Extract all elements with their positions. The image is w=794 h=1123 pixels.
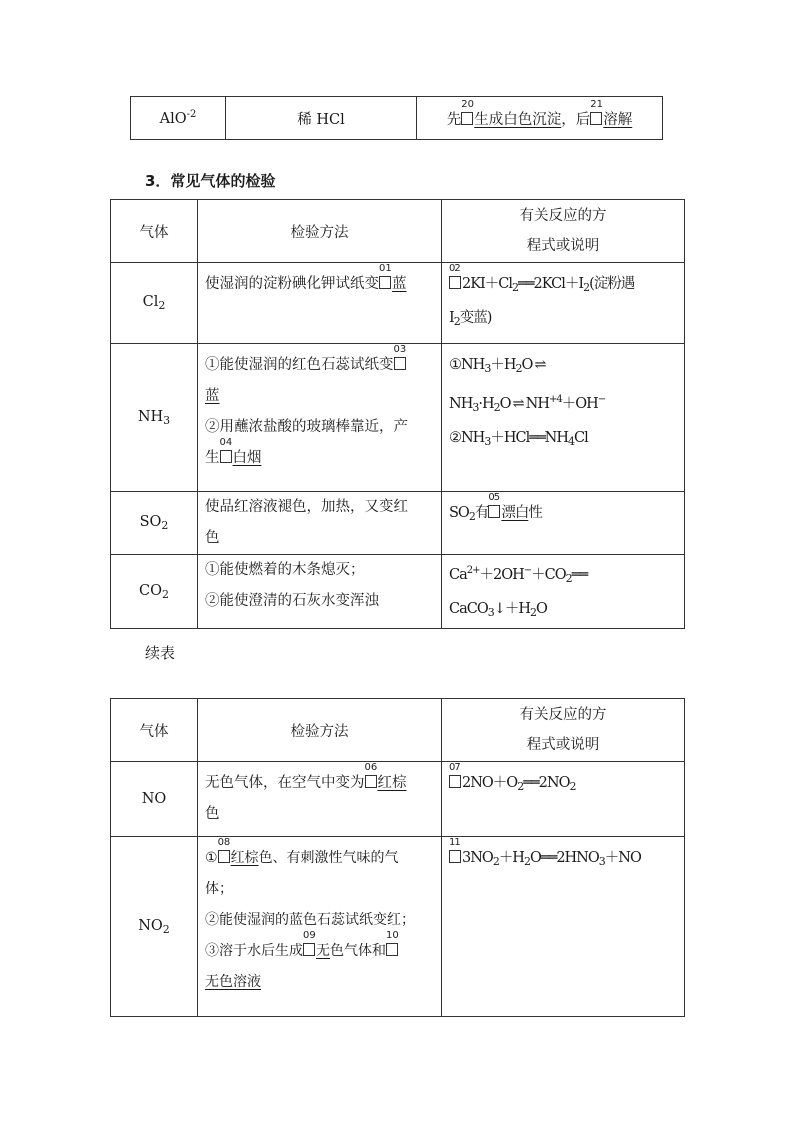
text: CaCO	[449, 601, 488, 617]
ion-test-table-fragment	[130, 96, 663, 140]
subscript: 2	[515, 362, 522, 375]
header-reaction	[442, 699, 685, 762]
subscript: 2	[468, 510, 475, 523]
reversible-arrow-icon: ⇌	[534, 357, 546, 373]
answer-text: 无色溶液	[205, 974, 261, 990]
gas-formula: NH	[137, 408, 164, 425]
text: ＋CO	[531, 567, 566, 583]
text: ══	[571, 567, 588, 583]
header-text: 检验方法	[290, 224, 349, 241]
text: ＋2OH	[479, 567, 524, 583]
subscript: 2	[492, 855, 499, 868]
text: 色	[205, 530, 220, 546]
subscript: 3	[484, 435, 491, 448]
header-method	[198, 699, 442, 762]
text: ②用蘸浓盐酸的玻璃棒靠近，产	[205, 419, 408, 435]
text: (淀粉遇	[589, 276, 635, 292]
text: ①能使燃着的木条熄灭；	[205, 562, 365, 578]
text: 无色气体，在空气中变为	[205, 775, 365, 791]
answer-text: 蓝	[392, 276, 407, 292]
reaction-cell	[442, 263, 685, 344]
reaction-cell	[442, 837, 685, 1017]
text: 色	[205, 806, 220, 822]
blank-number: 05	[488, 492, 500, 503]
method-cell	[198, 762, 442, 837]
gas-formula: Cl	[142, 294, 159, 310]
ion-charge: -2	[186, 109, 197, 120]
superscript: −	[597, 394, 606, 405]
answer-text: 蓝	[205, 388, 220, 404]
gas-formula: CO	[139, 582, 162, 599]
superscript: +4	[549, 394, 562, 405]
subscript: 3	[598, 855, 605, 868]
answer-blank-box	[219, 437, 233, 463]
blank-number: 09	[303, 930, 316, 941]
answer-blank-box	[461, 98, 474, 125]
text: Cl	[574, 430, 588, 446]
answer-blank-box	[217, 837, 231, 863]
text: 有	[474, 505, 489, 521]
answer-text: 生成白色沉淀	[474, 111, 562, 128]
ion-label: AlO	[159, 111, 187, 127]
text: ＋H	[498, 850, 524, 866]
text: ══2KCl＋I	[518, 276, 584, 292]
table-row	[111, 492, 685, 555]
text: ①能使湿润的红色石蕊试纸变	[205, 357, 394, 373]
gas-cell	[111, 555, 198, 629]
subscript: 2	[569, 780, 576, 793]
subscript: 2	[162, 922, 170, 936]
table-row	[111, 762, 685, 837]
subscript: 2	[493, 401, 500, 414]
blank-number: 04	[219, 437, 233, 448]
text: ＋NO	[604, 850, 641, 866]
text: ③溶于水后生成	[205, 943, 303, 959]
header-reaction	[442, 200, 685, 263]
gas-formula: NO	[138, 917, 163, 934]
header-text: 有关反应的方	[519, 707, 607, 723]
answer-text: 无	[316, 943, 330, 959]
blank-number: 10	[386, 930, 399, 941]
text: ①	[205, 850, 218, 866]
subscript: 3	[484, 362, 491, 375]
answer-blank-box	[449, 762, 461, 788]
text: 生	[205, 450, 220, 466]
text: ·H	[478, 396, 494, 412]
answer-blank-box	[386, 930, 399, 956]
subscript: 2	[453, 315, 460, 328]
answer-text: 白烟	[232, 450, 262, 466]
answer-text: 红棕	[377, 775, 407, 791]
header-text: 气体	[139, 224, 169, 241]
answer-blank-box	[449, 837, 461, 863]
blank-number: 07	[449, 762, 460, 773]
header-text: 检验方法	[290, 723, 349, 740]
gas-cell	[111, 344, 198, 492]
text: 使湿润的淀粉碘化钾试纸变	[205, 276, 379, 292]
gas-cell	[111, 492, 198, 555]
table-row	[111, 555, 685, 629]
method-cell	[198, 263, 442, 344]
subscript: 2	[158, 299, 166, 312]
header-method	[198, 200, 442, 263]
blank-number: 02	[449, 263, 460, 274]
text: ══2NO	[523, 775, 570, 791]
text: NH	[449, 396, 473, 412]
text: NH	[525, 396, 549, 412]
reagent-label: 稀 HCl	[297, 111, 345, 128]
text: 使品红溶液褪色，加热，又变红	[205, 499, 408, 515]
blank-number: 20	[461, 98, 474, 110]
subscript: 2	[161, 587, 169, 601]
gas-test-table-continued	[110, 698, 685, 1017]
subscript: 2	[523, 855, 530, 868]
answer-text: 溶解	[603, 111, 633, 128]
text: Ca	[449, 567, 467, 583]
subscript: 2	[161, 519, 169, 532]
answer-blank-box	[449, 263, 461, 289]
text: I	[449, 310, 454, 326]
text: 体；	[205, 881, 233, 897]
table-row	[111, 837, 685, 1017]
subscript: 2	[583, 281, 590, 294]
text: ＋OH	[561, 396, 598, 412]
text: 3NO	[462, 850, 493, 866]
text: ②能使湿润的蓝色石蕊试纸变红；	[205, 912, 415, 928]
subscript: 2	[565, 572, 572, 585]
blank-number: 08	[217, 837, 231, 848]
text: 2KI＋Cl	[462, 276, 513, 292]
header-gas	[111, 699, 198, 762]
blank-number: 06	[364, 762, 378, 773]
text: 先	[446, 111, 462, 128]
method-cell	[198, 492, 442, 555]
blank-number: 21	[590, 98, 603, 110]
method-cell	[198, 344, 442, 492]
answer-blank-box	[303, 930, 316, 956]
blank-number: 11	[449, 837, 460, 848]
reaction-cell	[442, 762, 685, 837]
subscript: 4	[568, 435, 575, 448]
text: 2NO＋O	[462, 775, 518, 791]
header-text: 程式或说明	[526, 737, 600, 753]
answer-blank-box	[393, 344, 407, 370]
answer-blank-box	[488, 492, 500, 518]
gas-formula: NO	[141, 791, 167, 807]
header-text: 气体	[139, 723, 169, 740]
gas-test-table	[110, 199, 685, 629]
text: ，后	[561, 111, 591, 128]
reagent-cell	[226, 97, 417, 140]
answer-text: 红棕	[230, 850, 259, 866]
section-title: 3．常见气体的检验	[145, 172, 276, 190]
text: O	[536, 601, 547, 617]
answer-blank-box	[364, 762, 378, 788]
phenomenon-cell	[417, 97, 663, 140]
reversible-arrow-icon: ⇌	[512, 396, 524, 412]
reaction-cell	[442, 492, 685, 555]
answer-blank-box	[379, 263, 392, 289]
table-row	[111, 344, 685, 492]
text: 性	[528, 505, 542, 521]
gas-formula: SO	[139, 514, 162, 530]
header-text: 程式或说明	[526, 238, 600, 254]
subscript: 2	[530, 606, 537, 619]
text: 变蓝)	[459, 310, 492, 326]
subscript: 3	[472, 401, 479, 414]
subscript: 2	[512, 281, 519, 294]
ion-cell	[131, 97, 226, 140]
table-row	[111, 263, 685, 344]
text: ＋H	[490, 357, 516, 373]
header-gas	[111, 200, 198, 263]
gas-cell	[111, 762, 198, 837]
header-text: 有关反应的方	[519, 208, 607, 224]
text: 色气体和	[330, 943, 386, 959]
method-cell	[198, 555, 442, 629]
text: ①NH	[449, 357, 485, 373]
blank-number: 01	[379, 263, 392, 274]
text: ②能使澄清的石灰水变浑浊	[205, 593, 379, 609]
text: O	[499, 396, 511, 412]
text: ②NH	[449, 430, 485, 446]
answer-text: 漂白	[501, 505, 529, 521]
gas-cell	[111, 263, 198, 344]
text: O══2HNO	[529, 850, 599, 866]
text: O	[521, 357, 533, 373]
gas-cell	[111, 837, 198, 1017]
text: ＋HCl══NH	[490, 430, 569, 446]
subscript: 2	[517, 780, 524, 793]
answer-blank-box	[590, 98, 603, 125]
text: 色、有刺激性气味的气	[258, 850, 399, 866]
superscript: 2+	[466, 565, 480, 576]
text: SO	[449, 505, 469, 521]
subscript: 3	[163, 413, 171, 427]
subscript: 3	[487, 606, 494, 619]
reaction-cell	[442, 344, 685, 492]
method-cell	[198, 837, 442, 1017]
superscript: −	[523, 565, 532, 576]
reaction-cell	[442, 555, 685, 629]
continued-label: 续表	[145, 644, 176, 662]
blank-number: 03	[393, 344, 407, 355]
text: ↓＋H	[493, 601, 531, 617]
